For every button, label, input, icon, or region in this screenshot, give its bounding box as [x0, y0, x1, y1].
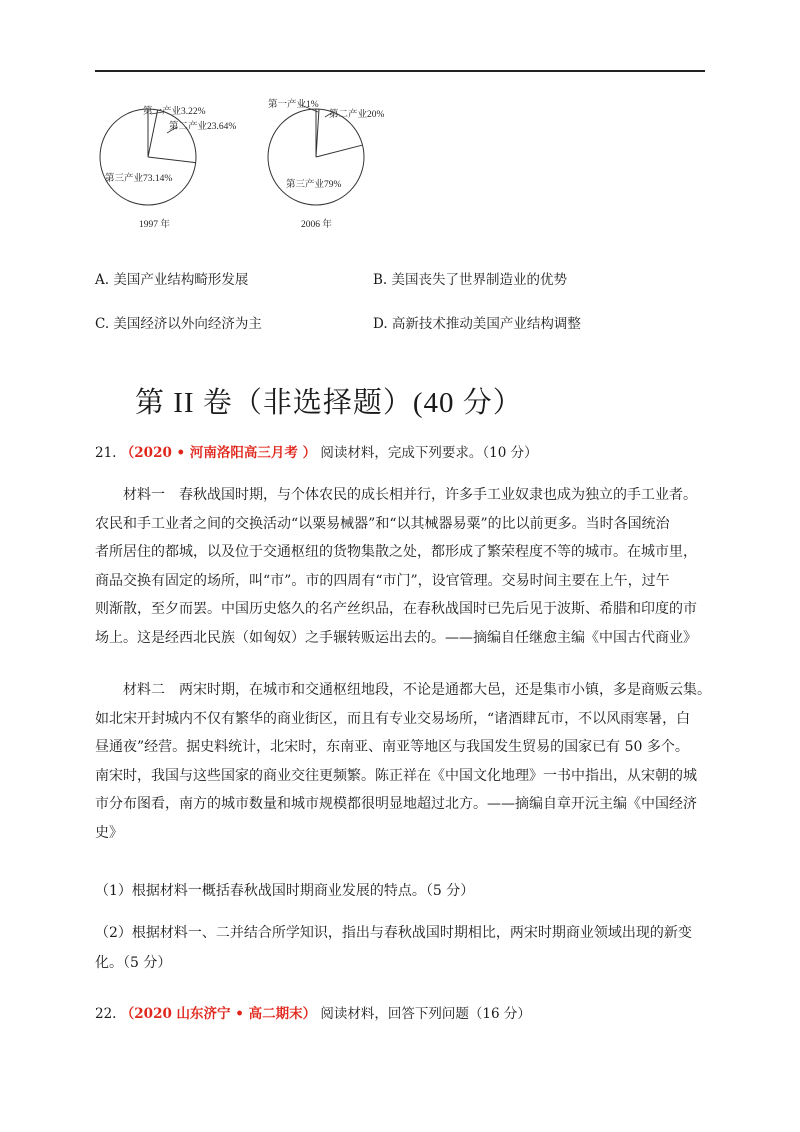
question-21-source: （2020 • 河南洛阳高三月考 ） — [120, 445, 317, 461]
question-21-header — [95, 441, 538, 461]
pie2-label-secondary: 第二产业20% — [329, 110, 385, 120]
option-a[interactable]: A. 美国产业结构畸形发展 — [95, 272, 249, 288]
material-1-line: 场上。这是经西北民族（如匈奴）之手辗转贩运出去的。——摘编自任继愈主编《中国古代商业》 — [95, 629, 697, 646]
material-1-line: 农民和手工业者之间的交换活动“以粟易械器”和“以其械器易粟”的比以前更多。当时各国统治 — [95, 515, 670, 532]
question-22-source: （2020 山东济宁 • 高二期末） — [120, 1006, 317, 1022]
question-22-prompt: 阅读材料，回答下列问题（16 分） — [320, 1006, 531, 1022]
pie-charts — [95, 90, 395, 240]
pie1-label-tertiary: 第三产业73.14% — [105, 174, 173, 184]
material-2-line: 昼通夜”经营。据史料统计，北宋时，东南亚、南亚等地区与我国发生贸易的国家已有 50 多个。 — [95, 739, 689, 755]
question-22-header — [95, 1002, 531, 1022]
pie2-label-tertiary: 第三产业79% — [286, 180, 342, 190]
pie2-title: 2006 年 — [301, 220, 332, 230]
pie1-label-primary: 第一产业3.22% — [143, 107, 206, 117]
material-1-line: 者所居住的都城，以及位于交通枢纽的货物集散之处，都形成了繁荣程度不等的城市。在城市里， — [95, 544, 697, 560]
question-21-number: 21. — [95, 445, 117, 461]
sub-question-1: （1）根据材料一概括春秋战国时期商业发展的特点。（5 分） — [95, 883, 475, 899]
material-2-line: 南宋时，我国与这些国家的商业交往更频繁。陈正祥在《中国文化地理》一书中指出，从宋朝的城 — [95, 767, 697, 784]
question-21-prompt: 阅读材料，完成下列要求。（10 分） — [320, 445, 538, 461]
option-c[interactable]: C. 美国经济以外向经济为主 — [95, 316, 262, 332]
material-1-line: 材料一 春秋战国时期，与个体农民的成长相并行，许多手工业奴隶也成为独立的手工业者。 — [123, 487, 697, 503]
material-1 — [95, 481, 707, 652]
sub-question-2-line: （2）根据材料一、二并结合所学知识，指出与春秋战国时期相比，两宋时期商业领域出现的新变 — [95, 925, 692, 941]
option-b[interactable]: B. 美国丧失了世界制造业的优势 — [373, 272, 568, 288]
material-2 — [95, 676, 711, 847]
material-2-line: 市分布图看，南方的城市数量和城市规模都很明显地超过北方。——摘编自章开沅主编《中国经济 — [95, 796, 697, 812]
pie-chart-2006 — [268, 105, 364, 205]
material-1-line: 则渐散，至夕而罢。中国历史悠久的名产丝织品，在春秋战国时已先后见于波斯、希腊和印度的市 — [95, 601, 697, 617]
material-2-line: 材料二 两宋时期，在城市和交通枢纽地段，不论是通都大邑，还是集市小镇，多是商贩云集。 — [123, 682, 711, 698]
pie1-label-secondary: 第二产业23.64% — [169, 122, 237, 132]
pie1-title: 1997 年 — [139, 220, 170, 230]
material-2-line: 如北宋开封城内不仅有繁华的商业街区，而且有专业交易场所，“诸酒肆瓦市，不以风雨寒暑，白 — [95, 710, 691, 727]
sub-question-2-line: 化。（5 分） — [95, 955, 172, 971]
section-title: 第 II 卷（非选择题）(40 分） — [135, 387, 523, 419]
option-d[interactable]: D. 高新技术推动美国产业结构调整 — [373, 316, 581, 332]
material-1-line: 商品交换有固定的场所，叫“市”。市的四周有“市门”，设官管理。交易时间主要在上午，过午 — [95, 572, 670, 589]
top-rule — [95, 70, 705, 72]
material-2-line: 史》 — [95, 824, 123, 841]
pie2-label-primary: 第一产业1% — [268, 100, 319, 110]
question-22-number: 22. — [95, 1006, 117, 1022]
sub-question-2 — [95, 918, 707, 978]
